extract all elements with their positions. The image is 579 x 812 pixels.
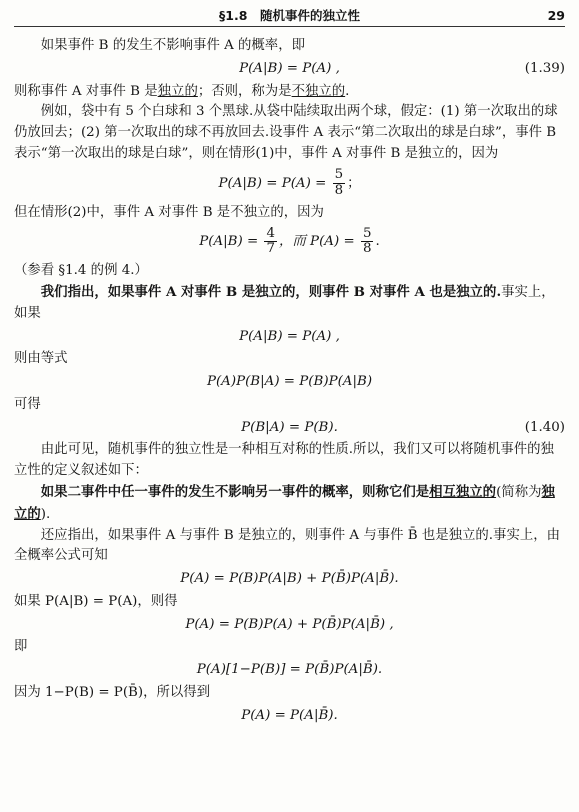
equation-text: P(A) = P(B)P(A) + P(B̄)P(A|B̄) , xyxy=(185,616,394,632)
term-mutually-independent: 相互独立的 xyxy=(429,484,497,501)
equation-number: (1.39) xyxy=(524,60,565,76)
equation-d xyxy=(14,372,565,393)
numerator: 5 xyxy=(362,225,372,241)
numerator: 5 xyxy=(334,166,344,182)
text-span: 事实上，如果 xyxy=(14,285,555,321)
equation-text: . xyxy=(375,234,380,250)
text-span: 则称事件 A 对事件 B 是 xyxy=(14,83,158,99)
equation-text: ； xyxy=(347,175,361,191)
equation-e xyxy=(14,569,565,590)
equation-case-1 xyxy=(14,167,565,201)
page-body xyxy=(14,36,565,728)
text-span: ；否则，称为是 xyxy=(197,83,292,99)
paragraph-9: 由此可见，随机事件的独立性是一种相互对称的性质.所以，我们又可以将随机事件的独立性的定义叙述如下： xyxy=(14,442,554,479)
term-independent-short: 独立的 xyxy=(14,484,555,522)
paragraph-example: 例如，袋中有 5 个白球和 3 个黑球.从袋中陆续取出两个球，假定：(1) 第一次取出的球仍放回去；(2) 第一次取出的球不再放回去.设事件 A 表示“第二次取出的球是白球”，事件 B 表示“第一次取出的球是白球”，则在情形(1)中，事件 A 对事件 B 是独立的，因为 xyxy=(14,104,558,161)
denominator: 7 xyxy=(266,241,276,257)
claim-bold: 我们指出，如果事件 A 对事件 B 是独立的，则事件 B 对事件 A 也是独立的. xyxy=(40,284,502,301)
paragraph-7: 则由等式 xyxy=(14,351,68,367)
equation-text: P(A|B) = P(A) , xyxy=(239,60,340,76)
equation-case-2 xyxy=(14,225,565,259)
equation-g xyxy=(14,660,565,681)
paragraph-definition xyxy=(14,482,565,526)
paragraph-claim xyxy=(14,282,565,325)
paragraph-11: 还应指出，如果事件 A 与事件 B 是独立的，则事件 A 与事件 B̄ 也是独立的.事实上，由全概率公式可知 xyxy=(14,527,561,564)
page-number: 29 xyxy=(547,8,565,23)
paragraph-1: 如果事件 B 的发生不影响事件 A 的概率，即 xyxy=(40,38,305,53)
term-independent: 独立的 xyxy=(157,83,198,99)
paragraph-13: 即 xyxy=(14,639,28,655)
equation-text: P(B|A) = P(B). xyxy=(241,419,338,435)
fraction xyxy=(361,227,374,257)
equation-f xyxy=(14,615,565,636)
equation-1-39 xyxy=(14,59,565,80)
definition-bold: 如果二事件中任一事件的发生不影响另一事件的概率，则称它们是 xyxy=(40,484,430,501)
running-header xyxy=(14,4,565,27)
equation-text: P(A)P(B|A) = P(B)P(A|B) xyxy=(206,374,373,390)
equation-text: ，而 P(A) = xyxy=(279,234,355,250)
paragraph-12: 如果 P(A|B) = P(A)，则得 xyxy=(14,593,178,609)
paragraph-14: 因为 1−P(B) = P(B̄)，所以得到 xyxy=(14,684,211,700)
equation-text: P(A|B) = P(A) = xyxy=(218,175,327,191)
paragraph-4: 但在情形(2)中，事件 A 对事件 B 是不独立的，因为 xyxy=(14,204,324,220)
text-span: ). xyxy=(40,506,51,522)
equation-c xyxy=(14,327,565,348)
equation-text: P(A|B) = P(A) , xyxy=(239,328,340,344)
section-title: §1.8 随机事件的独立性 xyxy=(219,8,360,23)
denominator: 8 xyxy=(362,241,372,257)
equation-text: P(A) = P(A|B̄). xyxy=(241,707,338,723)
text-span: . xyxy=(345,83,350,99)
paragraph-reference: （参看 §1.4 的例 4.） xyxy=(14,263,148,279)
equation-h xyxy=(14,706,565,727)
fraction xyxy=(333,168,346,198)
term-not-independent: 不独立的 xyxy=(291,83,346,99)
paragraph-2 xyxy=(14,82,565,103)
numerator: 4 xyxy=(266,225,276,241)
equation-number: (1.40) xyxy=(524,419,565,435)
denominator: 8 xyxy=(334,182,344,198)
fraction xyxy=(264,227,277,257)
equation-text: P(A) = P(B)P(A|B) + P(B̄)P(A|B̄). xyxy=(180,571,399,587)
equation-1-40 xyxy=(14,418,565,439)
paragraph-8: 可得 xyxy=(14,396,41,412)
equation-text: P(A|B) = xyxy=(199,234,259,250)
equation-text: P(A)[1−P(B)] = P(B̄)P(A|B̄). xyxy=(196,662,383,678)
text-span: (简称为 xyxy=(496,485,542,501)
